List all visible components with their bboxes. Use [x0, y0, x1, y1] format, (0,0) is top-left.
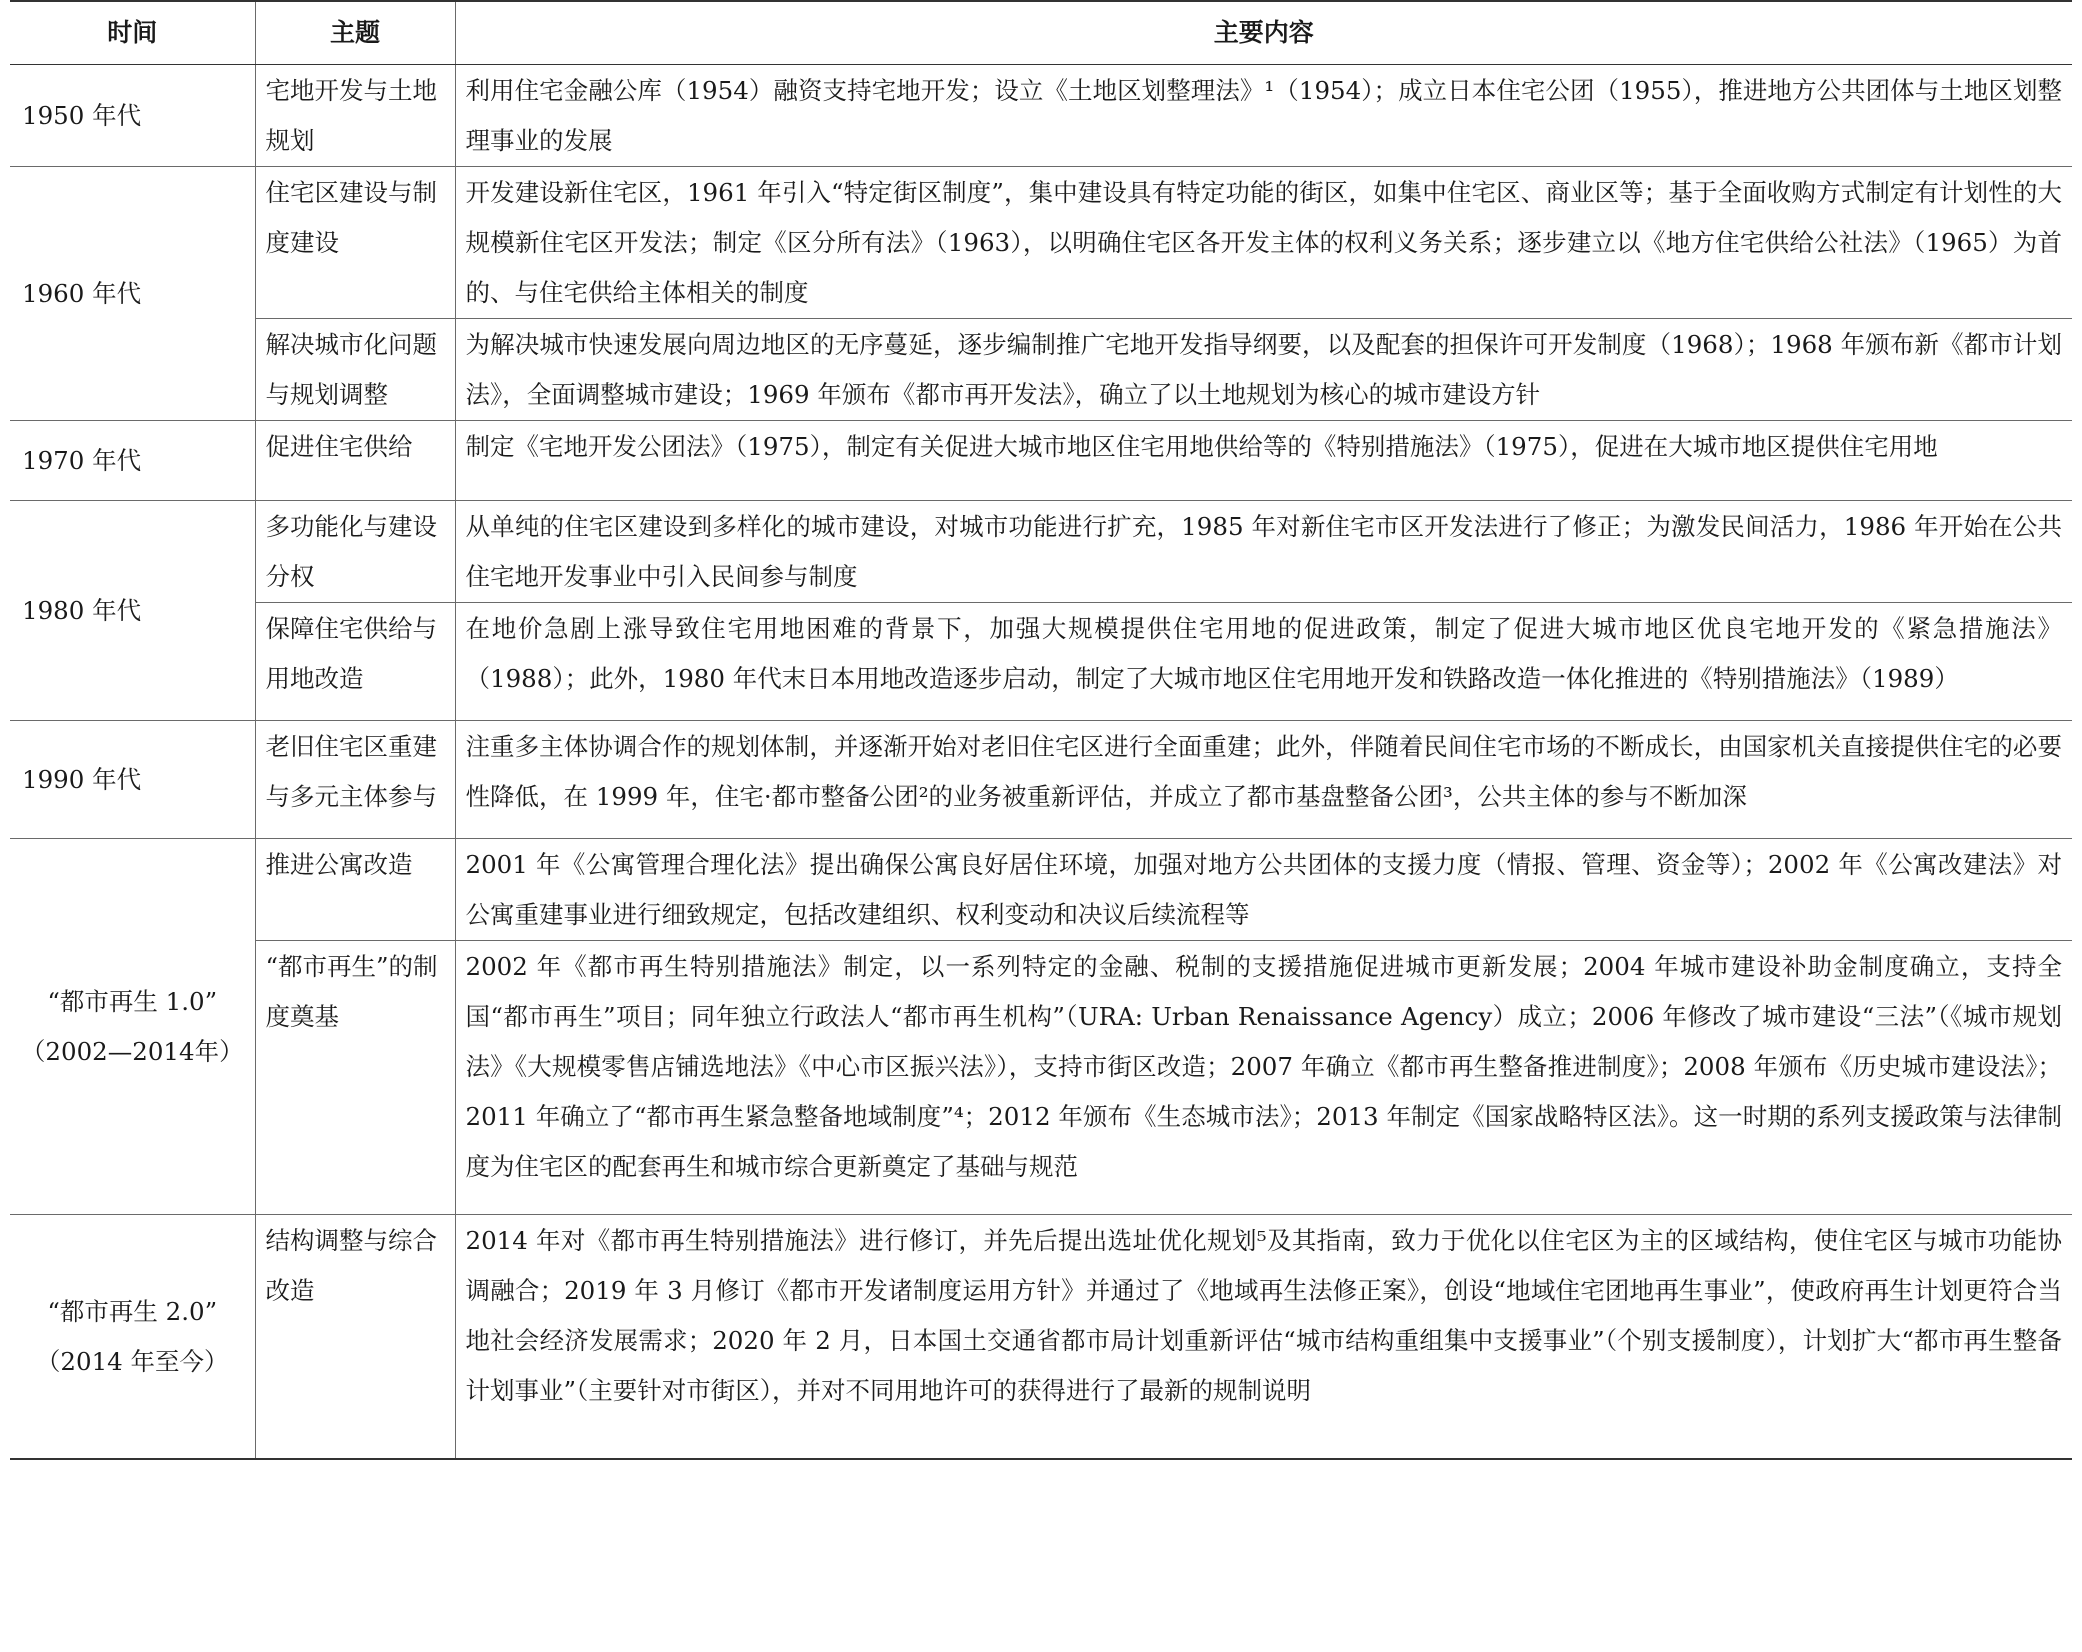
- content-cell: 在地价急剧上涨导致住宅用地困难的背景下，加强大规模提供住宅用地的促进政策，制定了促进大城市地区优良宅地开发的《紧急措施法》（1988）；此外，1980 年代末日本用地改造逐步启动，制定了大城市地区住宅用地开发和铁路改造一体化推进的《特别措施法》（1989）: [455, 603, 2072, 721]
- table-row: [10, 839, 2072, 941]
- period-cell: [10, 421, 255, 501]
- period-label: 1970 年代: [22, 446, 142, 475]
- table-row: [10, 603, 2072, 721]
- content-cell: 注重多主体协调合作的规划体制，并逐渐开始对老旧住宅区进行全面重建；此外，伴随着民间住宅市场的不断成长，由国家机关直接提供住宅的必要性降低，在 1999 年，住宅·都市整备公团²的业务被重新评估，并成立了都市基盘整备公团³，公共主体的参与不断加深: [455, 721, 2072, 839]
- table-row: [10, 65, 2072, 167]
- table-row: [10, 167, 2072, 319]
- period-range: （2002—2014年）: [20, 1037, 244, 1066]
- period-label: 1990 年代: [22, 765, 142, 794]
- topic-cell: 多功能化与建设分权: [255, 501, 455, 603]
- topic-cell: 解决城市化问题与规划调整: [255, 319, 455, 421]
- topic-cell: 保障住宅供给与用地改造: [255, 603, 455, 721]
- period-range: （2014 年至今）: [35, 1346, 229, 1376]
- period-label: 1950 年代: [22, 101, 142, 130]
- period-cell: [10, 501, 255, 721]
- content-cell: 制定《宅地开发公团法》（1975），制定有关促进大城市地区住宅用地供给等的《特别措施法》（1975），促进在大城市地区提供住宅用地: [455, 421, 2072, 501]
- period-label: 1960 年代: [22, 279, 142, 308]
- topic-cell: 促进住宅供给: [255, 421, 455, 501]
- content-cell: 2002 年《都市再生特别措施法》制定，以一系列特定的金融、税制的支援措施促进城市更新发展；2004 年城市建设补助金制度确立，支持全国“都市再生”项目；同年独立行政法人“都市再生机构”（URA: Urban Renaissance Agency）成立；2006 年修改了城市建设“三法”（《城市规划法》《大规模零售店铺选地法》《中心市区振兴法》），支持市街区改造；2007 年确立《都市再生整备推进制度》；2008 年颁布《历史城市建设法》；2011 年确立了“都市再生紧急整备地域制度”⁴；2012 年颁布《生态城市法》；2013 年制定《国家战略特区法》。这一时期的系列支援政策与法律制度为住宅区的配套再生和城市综合更新奠定了基础与规范: [455, 941, 2072, 1215]
- topic-cell: 推进公寓改造: [255, 839, 455, 941]
- topic-cell: 老旧住宅区重建与多元主体参与: [255, 721, 455, 839]
- period-label: 1980 年代: [22, 596, 142, 625]
- header-time: 时间: [10, 1, 255, 65]
- content-cell: 为解决城市快速发展向周边地区的无序蔓延，逐步编制推广宅地开发指导纲要，以及配套的担保许可开发制度（1968）；1968 年颁布新《都市计划法》，全面调整城市建设；1969 年颁布《都市再开发法》，确立了以土地规划为核心的城市建设方针: [455, 319, 2072, 421]
- content-cell: 2001 年《公寓管理合理化法》提出确保公寓良好居住环境，加强对地方公共团体的支援力度（情报、管理、资金等）；2002 年《公寓改建法》对公寓重建事业进行细致规定，包括改建组织、权利变动和决议后续流程等: [455, 839, 2072, 941]
- content-cell: 2014 年对《都市再生特别措施法》进行修订，并先后提出选址优化规划⁵及其指南，致力于优化以住宅区为主的区域结构，使住宅区与城市功能协调融合；2019 年 3 月修订《都市开发诸制度运用方针》并通过了《地域再生法修正案》，创设“地域住宅团地再生事业”，使政府再生计划更符合当地社会经济发展需求；2020 年 2 月，日本国土交通省都市局计划重新评估“城市结构重组集中支援事业”（个别支援制度），计划扩大“都市再生整备计划事业”（主要针对市街区），并对不同用地许可的获得进行了最新的规制说明: [455, 1215, 2072, 1459]
- header-content: 主要内容: [455, 1, 2072, 65]
- content-cell: 利用住宅金融公库（1954）融资支持宅地开发；设立《土地区划整理法》¹（1954）；成立日本住宅公团（1955），推进地方公共团体与土地区划整理事业的发展: [455, 65, 2072, 167]
- period-label: “都市再生 1.0”: [47, 987, 218, 1016]
- content-cell: 从单纯的住宅区建设到多样化的城市建设，对城市功能进行扩充，1985 年对新住宅市区开发法进行了修正；为激发民间活力，1986 年开始在公共住宅地开发事业中引入民间参与制度: [455, 501, 2072, 603]
- topic-cell: “都市再生”的制度奠基: [255, 941, 455, 1215]
- period-cell: [10, 65, 255, 167]
- topic-cell: 结构调整与综合改造: [255, 1215, 455, 1459]
- table-row: [10, 941, 2072, 1215]
- table-row: [10, 501, 2072, 603]
- period-label: “都市再生 2.0”: [47, 1296, 218, 1326]
- policy-history-table: [10, 0, 2072, 1460]
- period-cell: [10, 167, 255, 421]
- period-cell: [10, 721, 255, 839]
- table-header-row: [10, 1, 2072, 65]
- period-cell: [10, 839, 255, 1215]
- period-cell: [10, 1215, 255, 1459]
- topic-cell: 宅地开发与土地规划: [255, 65, 455, 167]
- table-row: [10, 421, 2072, 501]
- table-row: [10, 1215, 2072, 1459]
- topic-cell: 住宅区建设与制度建设: [255, 167, 455, 319]
- table-row: [10, 721, 2072, 839]
- header-topic: 主题: [255, 1, 455, 65]
- content-cell: 开发建设新住宅区，1961 年引入“特定街区制度”，集中建设具有特定功能的街区，如集中住宅区、商业区等；基于全面收购方式制定有计划性的大规模新住宅区开发法；制定《区分所有法》（1963），以明确住宅区各开发主体的权利义务关系；逐步建立以《地方住宅供给公社法》（1965）为首的、与住宅供给主体相关的制度: [455, 167, 2072, 319]
- table-row: [10, 319, 2072, 421]
